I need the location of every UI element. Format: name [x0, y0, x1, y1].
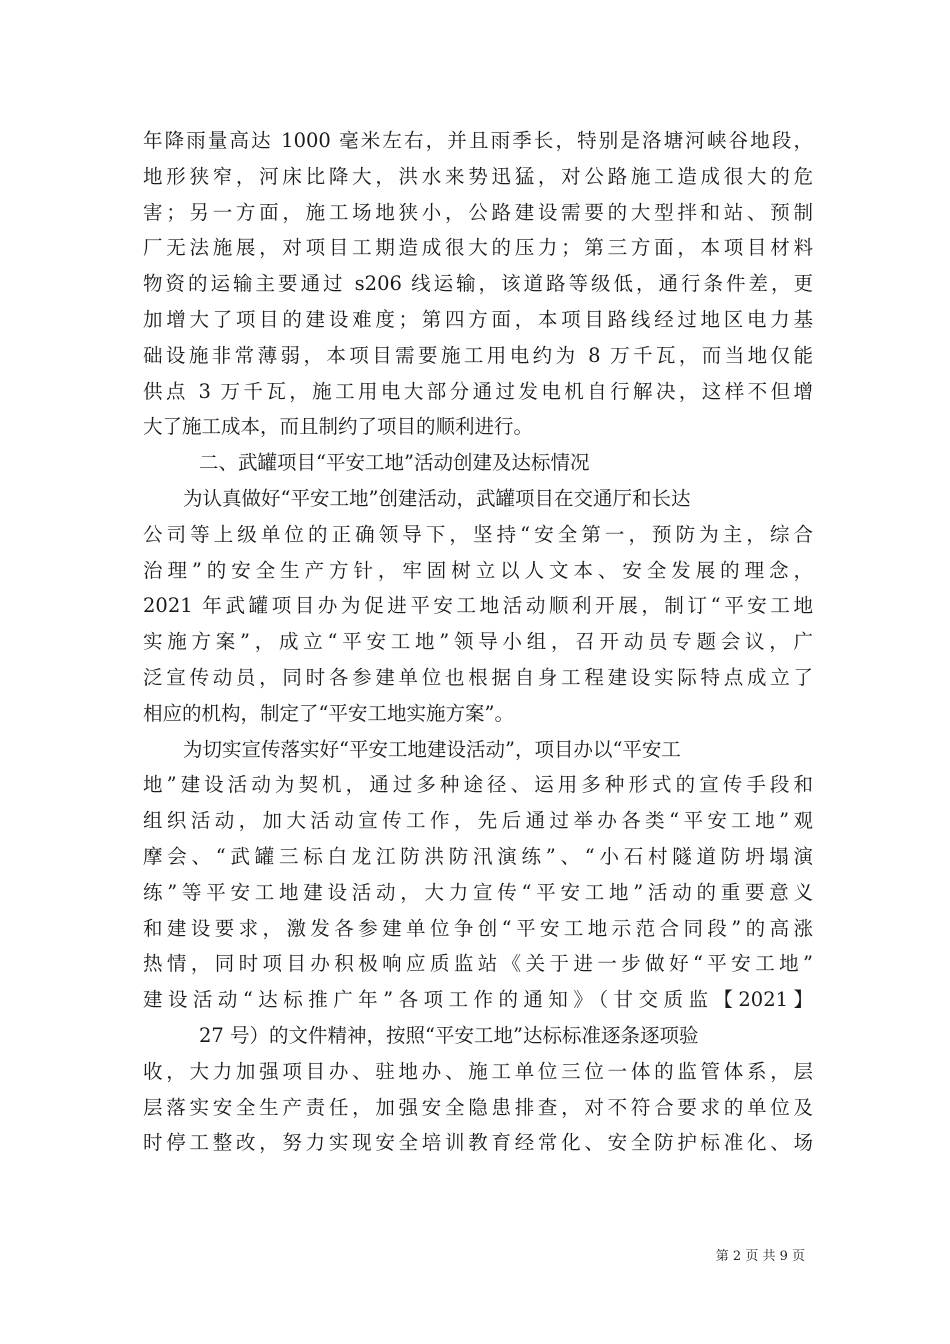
text-line: 供点 3 万千瓦，施工用电大部分通过发电机自行解决，这样不但增: [143, 379, 813, 403]
text-line: 热情，同时项目办积极响应质监站《关于进一步做好“平安工地”: [143, 952, 813, 976]
text-line: 泛宣传动员，同时各参建单位也根据自身工程建设实际特点成立了: [143, 665, 813, 689]
text-line: 27 号）的文件精神，按照“平安工地”达标标准逐条逐项验: [199, 1023, 699, 1047]
text-line: 地形狭窄，河床比降大，洪水来势迅猛，对公路施工造成很大的危: [143, 164, 813, 188]
text-line: 公司等上级单位的正确领导下，坚持“安全第一，预防为主，综合: [143, 522, 813, 546]
text-line: 为切实宣传落实好“平安工地建设活动”，项目办以“平安工: [183, 737, 681, 761]
text-line: 摩会、“武罐三标白龙江防洪防汛演练”、“小石村隧道防坍塌演: [143, 844, 813, 868]
page-number: 第 2 页 共 9 页: [715, 1249, 805, 1264]
text-line: 2021 年武罐项目办为促进平安工地活动顺利开展，制订“平安工地: [143, 594, 813, 618]
text-line: 建设活动“达标推广年”各项工作的通知》（甘交质监【2021】: [143, 988, 813, 1012]
text-line: 时停工整改，努力实现安全培训教育经常化、安全防护标准化、场: [143, 1131, 813, 1155]
text-line: 大了施工成本，而且制约了项目的顺利进行。: [143, 415, 534, 439]
text-line: 相应的机构，制定了“平安工地实施方案”。: [143, 701, 514, 725]
text-line: 害；另一方面，施工场地狭小，公路建设需要的大型拌和站、预制: [143, 200, 813, 224]
text-line: 地”建设活动为契机，通过多种途径、运用多种形式的宣传手段和: [143, 773, 813, 797]
document-body: [143, 123, 813, 1161]
section-heading: 二、武罐项目“平安工地”活动创建及达标情况: [199, 451, 590, 475]
text-line: 为认真做好“平安工地”创建活动，武罐项目在交通厅和长达: [183, 486, 691, 510]
text-line: 加增大了项目的建设难度；第四方面，本项目路线经过地区电力基: [143, 307, 813, 331]
text-line: 层落实安全生产责任，加强安全隐患排查，对不符合要求的单位及: [143, 1095, 813, 1119]
text-line: 年降雨量高达 1000 毫米左右，并且雨季长，特别是洛塘河峡谷地段，: [143, 129, 813, 152]
text-line: 收，大力加强项目办、驻地办、施工单位三位一体的监管体系，层: [143, 1059, 813, 1083]
text-line: 厂无法施展，对项目工期造成很大的压力；第三方面，本项目材料: [143, 236, 813, 260]
text-line: 实施方案”，成立“平安工地”领导小组，召开动员专题会议，广: [143, 630, 813, 654]
text-line: 础设施非常薄弱，本项目需要施工用电约为 8 万千瓦，而当地仅能: [143, 343, 813, 367]
text-line: 物资的运输主要通过 s206 线运输，该道路等级低，通行条件差，更: [143, 272, 813, 296]
text-line: 练”等平安工地建设活动，大力宣传“平安工地”活动的重要意义: [143, 880, 813, 904]
text-line: 治理”的安全生产方针，牢固树立以人文本、安全发展的理念，: [143, 558, 813, 582]
text-line: 和建设要求，激发各参建单位争创“平安工地示范合同段”的高涨: [143, 916, 813, 940]
text-line: 组织活动，加大活动宣传工作，先后通过举办各类“平安工地”观: [143, 809, 813, 833]
